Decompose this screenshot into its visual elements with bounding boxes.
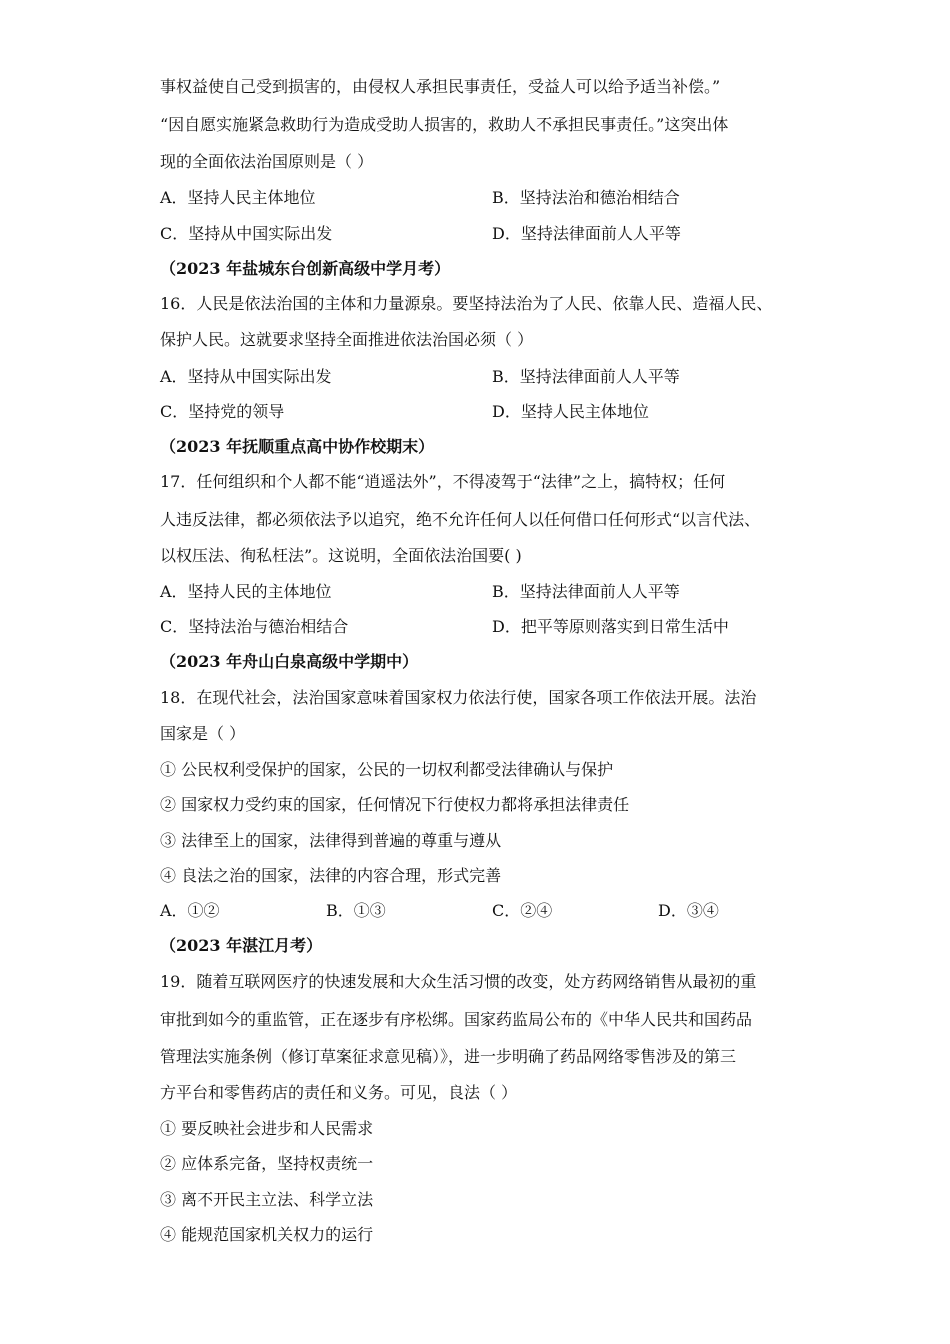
q18-line-2: 国家是（ ） (160, 724, 246, 743)
q18-line-1: 18．在现代社会，法治国家意味着国家权力依法行使，国家各项工作依法开展。法治 (160, 688, 757, 707)
q15-option-d: D．坚持法律面前人人平等 (492, 224, 681, 243)
q18-option-a: A．①② (160, 901, 220, 920)
q17-option-a: A．坚持人民的主体地位 (160, 582, 332, 601)
q15-option-c: C．坚持从中国实际出发 (160, 224, 333, 243)
q19-item-1: ① 要反映社会进步和人民需求 (160, 1119, 374, 1138)
intro-line-1: 事权益使自己受到损害的，由侵权人承担民事责任，受益人可以给予适当补偿。” (160, 77, 721, 96)
q17-line-2: 人违反法律，都必须依法予以追究，绝不允许任何人以任何借口任何形式“以言代法、 (160, 510, 761, 529)
q17-option-d: D．把平等原则落实到日常生活中 (492, 617, 729, 636)
q18-item-2: ② 国家权力受约束的国家，任何情况下行使权力都将承担法律责任 (160, 795, 630, 814)
q19-source: （2023 年湛江月考） (160, 936, 323, 955)
q18-source: （2023 年舟山白泉高级中学期中） (160, 652, 419, 671)
q16-line-2: 保护人民。这就要求坚持全面推进依法治国必须（ ） (160, 330, 534, 349)
q15-option-a: A．坚持人民主体地位 (160, 188, 316, 207)
q19-item-3: ③ 离不开民主立法、科学立法 (160, 1190, 374, 1209)
intro-line-3: 现的全面依法治国原则是（ ） (160, 152, 374, 171)
q17-source: （2023 年抚顺重点高中协作校期末） (160, 437, 435, 456)
q19-line-2: 审批到如今的重监管，正在逐步有序松绑。国家药监局公布的《中华人民共和国药品 (160, 1010, 753, 1029)
q16-option-b: B．坚持法律面前人人平等 (492, 367, 680, 386)
q18-item-3: ③ 法律至上的国家，法律得到普遍的尊重与遵从 (160, 831, 502, 850)
q16-option-a: A．坚持从中国实际出发 (160, 367, 332, 386)
q16-source: （2023 年盐城东台创新高级中学月考） (160, 259, 451, 278)
q18-option-b: B．①③ (326, 901, 386, 920)
intro-line-2: “因自愿实施紧急救助行为造成受助人损害的，救助人不承担民事责任。”这突出体 (160, 115, 729, 134)
q17-line-3: 以权压法、徇私枉法”。这说明，全面依法治国要( ) (160, 546, 522, 565)
q19-item-2: ② 应体系完备，坚持权责统一 (160, 1154, 374, 1173)
q16-option-d: D．坚持人民主体地位 (492, 402, 649, 421)
q19-line-1: 19．随着互联网医疗的快速发展和大众生活习惯的改变，处方药网络销售从最初的重 (160, 972, 757, 991)
q19-line-4: 方平台和零售药店的责任和义务。可见，良法（ ） (160, 1083, 518, 1102)
q16-line-1: 16．人民是依法治国的主体和力量源泉。要坚持法治为了人民、依靠人民、造福人民、 (160, 294, 773, 313)
q16-option-c: C．坚持党的领导 (160, 402, 285, 421)
q19-line-3: 管理法实施条例（修订草案征求意见稿）》，进一步明确了药品网络零售涉及的第三 (160, 1047, 737, 1066)
q17-option-c: C．坚持法治与德治相结合 (160, 617, 349, 636)
q18-item-4: ④ 良法之治的国家，法律的内容合理，形式完善 (160, 866, 502, 885)
q18-option-c: C．②④ (492, 901, 553, 920)
q18-item-1: ① 公民权利受保护的国家，公民的一切权利都受法律确认与保护 (160, 760, 614, 779)
q18-option-d: D．③④ (658, 901, 719, 920)
q17-option-b: B．坚持法律面前人人平等 (492, 582, 680, 601)
q19-item-4: ④ 能规范国家机关权力的运行 (160, 1225, 374, 1244)
q15-option-b: B．坚持法治和德治相结合 (492, 188, 680, 207)
q17-line-1: 17．任何组织和个人都不能“逍遥法外”，不得凌驾于“法律”之上，搞特权；任何 (160, 472, 726, 491)
